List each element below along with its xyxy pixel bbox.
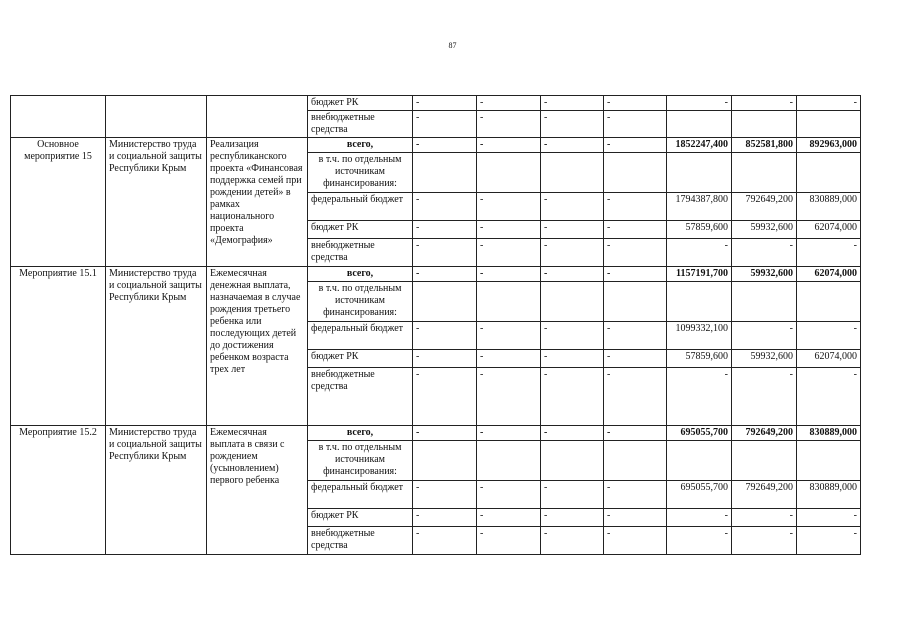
amount-cell: - <box>797 368 861 426</box>
empty-cell <box>413 282 477 322</box>
empty-cell <box>477 153 541 193</box>
empty-year-cell: - <box>477 138 541 153</box>
empty-year-cell: - <box>541 322 604 350</box>
empty-year-cell: - <box>541 221 604 239</box>
amount-cell: 62074,000 <box>797 221 861 239</box>
measure-name: Мероприятие 15.1 <box>11 267 106 426</box>
measure-name: Основное мероприятие 15 <box>11 138 106 267</box>
empty-year-cell: - <box>413 221 477 239</box>
empty-year-cell: - <box>604 322 667 350</box>
amount-cell <box>667 111 732 138</box>
amount-cell <box>732 111 797 138</box>
amount-cell: 852581,800 <box>732 138 797 153</box>
source-label: внебюджетные средства <box>308 239 413 267</box>
empty-year-cell: - <box>604 138 667 153</box>
page-number: 87 <box>448 41 457 50</box>
amount-cell: 792649,200 <box>732 193 797 221</box>
amount-cell: 1852247,400 <box>667 138 732 153</box>
empty-cell <box>541 441 604 481</box>
empty-year-cell: - <box>477 509 541 527</box>
incl-label: в т.ч. по отдельным источникам финансирования: <box>308 282 413 322</box>
empty-year-cell: - <box>413 350 477 368</box>
empty-cell <box>477 282 541 322</box>
empty-year-cell: - <box>477 527 541 555</box>
measure-executor: Министерство труда и социальной защиты Республики Крым <box>106 267 207 426</box>
amount-cell: - <box>732 239 797 267</box>
empty-cell <box>732 282 797 322</box>
source-label: бюджет РК <box>308 350 413 368</box>
empty-cell <box>604 282 667 322</box>
measure-description: Ежемесячная денежная выплата, назначаемая в случае рождения третьего ребенка или последующих детей до достижения ребенком возраста трех лет <box>207 267 308 426</box>
amount-cell: - <box>667 239 732 267</box>
financing-table <box>10 95 861 555</box>
amount-cell: 59932,600 <box>732 267 797 282</box>
empty-cell <box>732 153 797 193</box>
empty-year-cell: - <box>541 138 604 153</box>
empty-cell <box>797 441 861 481</box>
empty-year-cell: - <box>413 111 477 138</box>
empty-year-cell: - <box>604 350 667 368</box>
empty-cell <box>667 441 732 481</box>
empty-year-cell: - <box>604 193 667 221</box>
empty-cell <box>541 153 604 193</box>
amount-cell: 59932,600 <box>732 350 797 368</box>
empty-year-cell: - <box>604 267 667 282</box>
measure-executor: Министерство труда и социальной защиты Республики Крым <box>106 138 207 267</box>
amount-cell: 1794387,800 <box>667 193 732 221</box>
table-row-total <box>11 138 861 153</box>
measure-name: Мероприятие 15.2 <box>11 426 106 555</box>
empty-year-cell: - <box>413 96 477 111</box>
amount-cell: - <box>732 368 797 426</box>
empty-year-cell: - <box>477 426 541 441</box>
amount-cell <box>797 111 861 138</box>
empty-year-cell: - <box>604 239 667 267</box>
empty-year-cell: - <box>541 193 604 221</box>
measure-executor: Министерство труда и социальной защиты Республики Крым <box>106 426 207 555</box>
empty-year-cell: - <box>413 267 477 282</box>
measure-description: Ежемесячная выплата в связи с рождением (усыновлением) первого ребенка <box>207 426 308 555</box>
incl-label: в т.ч. по отдельным источникам финансирования: <box>308 153 413 193</box>
measure-description: Реализация республиканского проекта «Финансовая поддержка семей при рождении детей» в рамках национального проекта «Демография» <box>207 138 308 267</box>
amount-cell: 1157191,700 <box>667 267 732 282</box>
empty-year-cell: - <box>541 426 604 441</box>
empty-year-cell: - <box>477 96 541 111</box>
amount-cell: 830889,000 <box>797 426 861 441</box>
source-label: внебюджетные средства <box>308 527 413 555</box>
empty-year-cell: - <box>604 527 667 555</box>
table-row <box>11 96 861 111</box>
empty-year-cell: - <box>541 509 604 527</box>
total-label: всего, <box>308 138 413 153</box>
amount-cell: - <box>732 509 797 527</box>
amount-cell: - <box>667 96 732 111</box>
empty-cell <box>732 441 797 481</box>
incl-label: в т.ч. по отдельным источникам финансирования: <box>308 441 413 481</box>
source-label: федеральный бюджет <box>308 481 413 509</box>
empty-year-cell: - <box>413 509 477 527</box>
amount-cell: 59932,600 <box>732 221 797 239</box>
empty-year-cell: - <box>604 96 667 111</box>
amount-cell: 695055,700 <box>667 481 732 509</box>
empty-year-cell: - <box>604 111 667 138</box>
empty-year-cell: - <box>477 368 541 426</box>
empty-year-cell: - <box>477 267 541 282</box>
amount-cell: - <box>797 509 861 527</box>
empty-cell <box>604 441 667 481</box>
empty-name-cell <box>11 96 106 138</box>
empty-year-cell: - <box>413 527 477 555</box>
empty-year-cell: - <box>413 193 477 221</box>
empty-year-cell: - <box>477 322 541 350</box>
empty-year-cell: - <box>413 322 477 350</box>
source-label: внебюджетные средства <box>308 111 413 138</box>
amount-cell: - <box>797 322 861 350</box>
empty-year-cell: - <box>604 509 667 527</box>
empty-cell <box>604 153 667 193</box>
empty-cell <box>667 282 732 322</box>
amount-cell: - <box>667 368 732 426</box>
amount-cell: - <box>732 96 797 111</box>
empty-year-cell: - <box>477 239 541 267</box>
amount-cell: - <box>797 239 861 267</box>
empty-year-cell: - <box>413 138 477 153</box>
empty-year-cell: - <box>413 426 477 441</box>
empty-year-cell: - <box>604 426 667 441</box>
empty-cell <box>413 153 477 193</box>
empty-year-cell: - <box>477 350 541 368</box>
empty-year-cell: - <box>541 96 604 111</box>
source-label: федеральный бюджет <box>308 322 413 350</box>
amount-cell: 1099332,100 <box>667 322 732 350</box>
amount-cell: 792649,200 <box>732 481 797 509</box>
empty-cell <box>541 282 604 322</box>
empty-year-cell: - <box>413 481 477 509</box>
empty-year-cell: - <box>541 481 604 509</box>
amount-cell: 792649,200 <box>732 426 797 441</box>
empty-cell <box>797 153 861 193</box>
empty-year-cell: - <box>541 267 604 282</box>
empty-executor-cell <box>106 96 207 138</box>
empty-year-cell: - <box>604 221 667 239</box>
empty-year-cell: - <box>604 481 667 509</box>
empty-cell <box>413 441 477 481</box>
total-label: всего, <box>308 426 413 441</box>
amount-cell: 57859,600 <box>667 350 732 368</box>
amount-cell: 892963,000 <box>797 138 861 153</box>
empty-year-cell: - <box>541 239 604 267</box>
empty-year-cell: - <box>541 368 604 426</box>
amount-cell: 695055,700 <box>667 426 732 441</box>
source-label: бюджет РК <box>308 509 413 527</box>
amount-cell: 62074,000 <box>797 350 861 368</box>
source-label: бюджет РК <box>308 221 413 239</box>
empty-year-cell: - <box>541 527 604 555</box>
amount-cell: - <box>797 96 861 111</box>
amount-cell: 830889,000 <box>797 481 861 509</box>
empty-year-cell: - <box>477 193 541 221</box>
amount-cell: 57859,600 <box>667 221 732 239</box>
source-label: федеральный бюджет <box>308 193 413 221</box>
empty-year-cell: - <box>541 350 604 368</box>
empty-year-cell: - <box>604 368 667 426</box>
amount-cell: 62074,000 <box>797 267 861 282</box>
empty-cell <box>667 153 732 193</box>
amount-cell: 830889,000 <box>797 193 861 221</box>
amount-cell: - <box>667 527 732 555</box>
empty-year-cell: - <box>541 111 604 138</box>
total-label: всего, <box>308 267 413 282</box>
source-label: внебюджетные средства <box>308 368 413 426</box>
empty-year-cell: - <box>413 239 477 267</box>
table-row-total <box>11 426 861 441</box>
empty-cell <box>797 282 861 322</box>
amount-cell: - <box>732 322 797 350</box>
source-label: бюджет РК <box>308 96 413 111</box>
empty-description-cell <box>207 96 308 138</box>
amount-cell: - <box>732 527 797 555</box>
empty-year-cell: - <box>413 368 477 426</box>
empty-year-cell: - <box>477 111 541 138</box>
empty-year-cell: - <box>477 221 541 239</box>
empty-year-cell: - <box>477 481 541 509</box>
amount-cell: - <box>797 527 861 555</box>
empty-cell <box>477 441 541 481</box>
table-row-total <box>11 267 861 282</box>
amount-cell: - <box>667 509 732 527</box>
